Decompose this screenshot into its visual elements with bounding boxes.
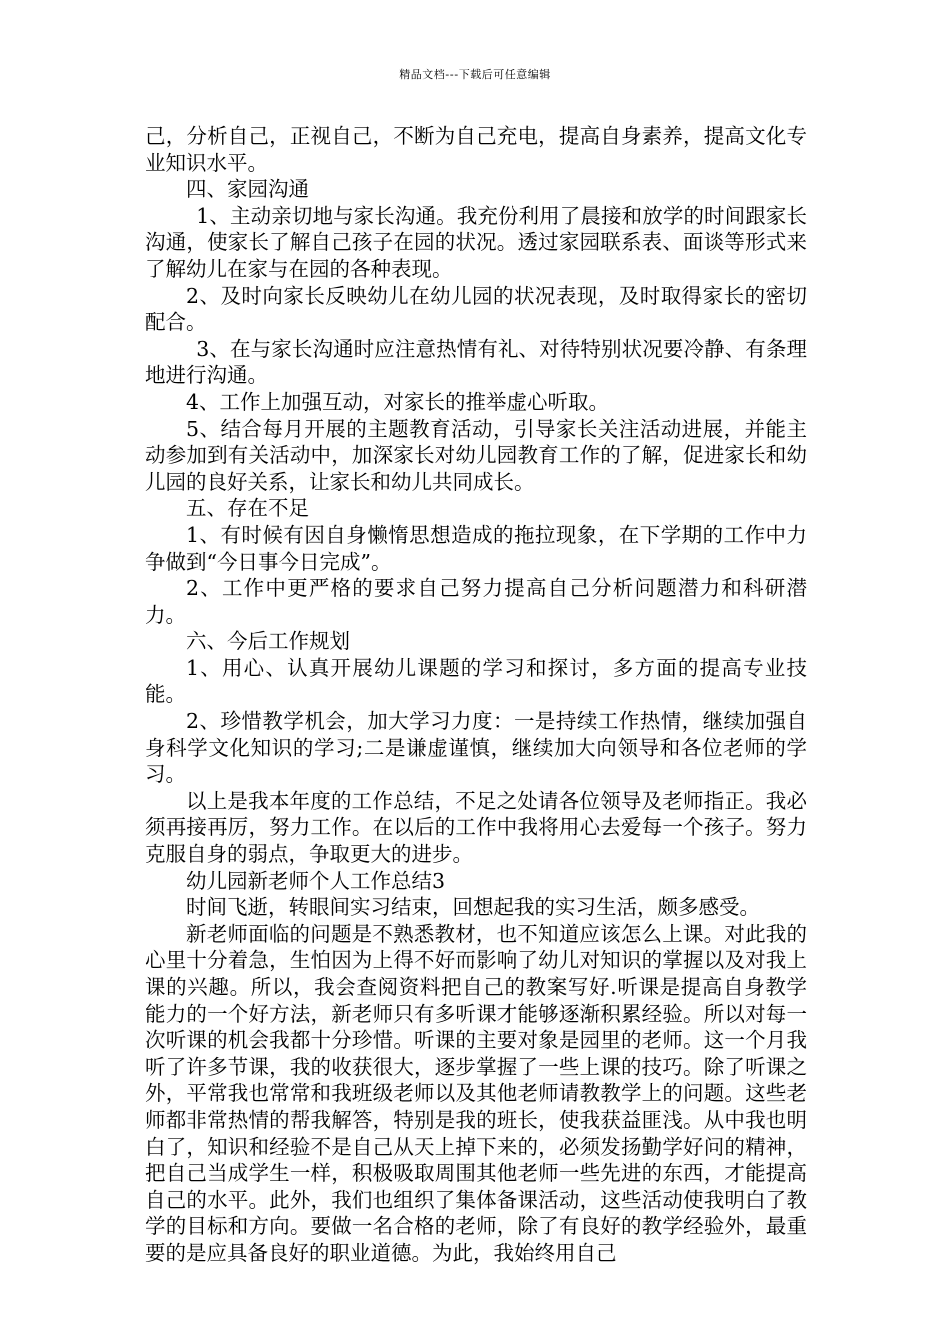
paragraph: 1、有时候有因自身懒惰思想造成的拖拉现象，在下学期的工作中力争做到“今日事今日完成”。 — [145, 522, 807, 574]
paragraph: 时间飞逝，转眼间实习结束，回想起我的实习生活，颇多感受。 — [186, 895, 760, 920]
paragraph: 新老师面临的问题是不熟悉教材，也不知道应该怎么上课。对此我的心里十分着急，生怕因为上得不好而影响了幼儿对知识的掌握以及对我上课的兴趣。所以，我会查阅资料把自己的教案写好.听课是提高自身教学能力的一个好方法，新老师只有多听课才能够逐渐积累经验。所以对每一次听课的机会我都十分珍惜。听课的主要对象是园里的老师。这一个月我听了许多节课，我的收获很大，逐步掌握了一些上课的技巧。除了听课之外，平常我也常常和我班级老师以及其他老师请教教学上的问题。这些老师都非常热情的帮我解答，特别是我的班长，使我获益匪浅。从中我也明白了，知识和经验不是自己从天上掉下来的，必须发扬勤学好问的精神，把自己当成学生一样，积极吸取周围其他老师一些先进的东西，才能提高自己的水平。此外，我们也组织了集体备课活动，这些活动使我明白了教学的目标和方向。要做一名合格的老师，除了有良好的教学经验外，最重要的是应具备良好的职业道德。为此，我始终用自己 — [145, 921, 807, 1265]
section-title: 幼儿园新老师个人工作总结3 — [186, 868, 446, 893]
paragraph: 2、珍惜教学机会，加大学习力度：一是持续工作热情，继续加强自身科学文化知识的学习;二是谦虚谨慎，继续加大向领导和各位老师的学习。 — [145, 709, 807, 787]
document-body — [145, 123, 807, 1267]
section-heading: 五、存在不足 — [186, 496, 309, 521]
section-heading: 六、今后工作规划 — [186, 629, 350, 654]
paragraph: 以上是我本年度的工作总结，不足之处请各位领导及老师指正。我必须再接再厉，努力工作。在以后的工作中我将用心去爱每一个孩子。努力克服自身的弱点，争取更大的进步。 — [145, 788, 807, 867]
paragraph: 1、用心、认真开展幼儿课题的学习和探讨，多方面的提高专业技能。 — [145, 655, 807, 707]
paragraph: 2、工作中更严格的要求自己努力提高自己分析问题潜力和科研潜力。 — [145, 576, 807, 627]
paragraph: 己，分析自己，正视自己，不断为自己充电，提高自身素养，提高文化专业知识水平。 — [145, 124, 807, 175]
paragraph: 3、在与家长沟通时应注意热情有礼、对待特别状况要冷静、有条理地进行沟通。 — [145, 336, 807, 388]
page-header: 精品文档---下载后可任意编辑 — [399, 68, 551, 81]
section-heading: 四、家园沟通 — [186, 177, 309, 202]
paragraph: 4、工作上加强互动，对家长的推举虚心听取。 — [186, 389, 610, 414]
paragraph: 2、及时向家长反映幼儿在幼儿园的状况表现，及时取得家长的密切配合。 — [145, 283, 807, 335]
paragraph: 5、结合每月开展的主题教育活动，引导家长关注活动进展，并能主动参加到有关活动中，加深家长对幼儿园教育工作的了解，促进家长和幼儿园的良好关系，让家长和幼儿共同成长。 — [145, 416, 807, 494]
paragraph: 1、主动亲切地与家长沟通。我充份利用了晨接和放学的时间跟家长沟通，使家长了解自己孩子在园的状况。透过家园联系表、面谈等形式来了解幼儿在家与在园的各种表现。 — [145, 203, 807, 281]
